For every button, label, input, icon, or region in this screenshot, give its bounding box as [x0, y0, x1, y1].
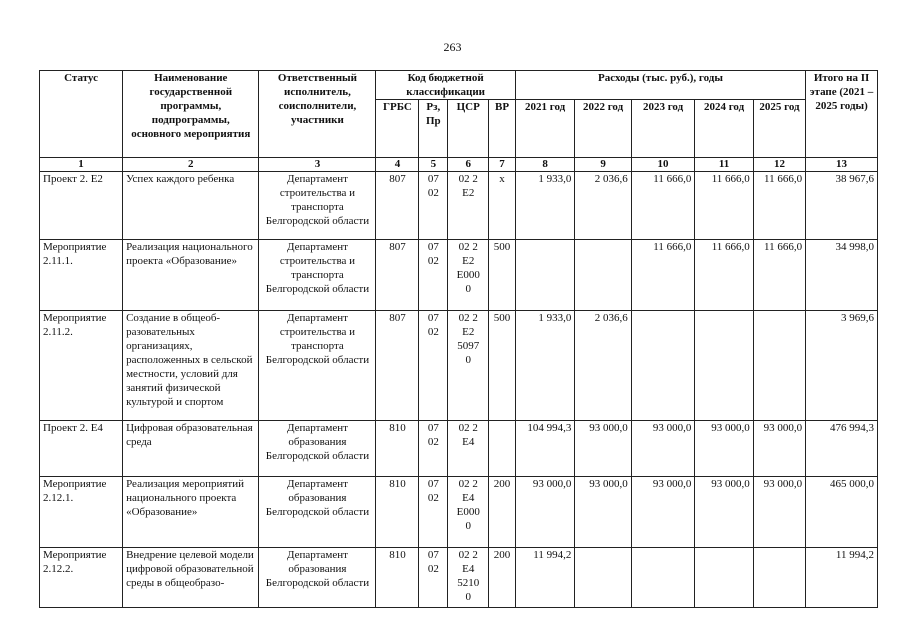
- row-responsible: Департамент образования Белгородской области: [259, 477, 376, 548]
- row-2022: 2 036,6: [575, 172, 631, 240]
- row-2024: 93 000,0: [695, 477, 753, 548]
- row-csr: 02 2 Е4 5210 0: [448, 548, 489, 608]
- row-grbs: 810: [376, 421, 419, 477]
- row-2025: 93 000,0: [753, 477, 805, 548]
- table-row: [40, 421, 878, 477]
- row-2022: 93 000,0: [575, 421, 631, 477]
- row-2021: 104 994,3: [515, 421, 574, 477]
- row-status: Мероприятие 2.12.2.: [40, 548, 123, 608]
- row-2021: [515, 240, 574, 311]
- row-2023: 93 000,0: [631, 421, 695, 477]
- row-status: Проект 2. Е2: [40, 172, 123, 240]
- header-total: Итого на II этапе (2021 – 2025 годы): [806, 71, 878, 158]
- header-grbs: ГРБС: [376, 100, 419, 158]
- row-responsible: Департамент строительства и транспорта Белгородской области: [259, 240, 376, 311]
- row-rzpr: 07 02: [419, 240, 448, 311]
- column-number: 7: [489, 158, 516, 172]
- column-number: 5: [419, 158, 448, 172]
- header-expenses: Расходы (тыс. руб.), годы: [515, 71, 805, 100]
- column-number: 6: [448, 158, 489, 172]
- row-total: 34 998,0: [806, 240, 878, 311]
- row-rzpr: 07 02: [419, 421, 448, 477]
- table-row: [40, 172, 878, 240]
- row-vr: [489, 421, 516, 477]
- row-2024: 11 666,0: [695, 172, 753, 240]
- row-rzpr: 07 02: [419, 172, 448, 240]
- header-csr: ЦСР: [448, 100, 489, 158]
- table-row: [40, 477, 878, 548]
- row-grbs: 807: [376, 311, 419, 421]
- row-rzpr: 07 02: [419, 477, 448, 548]
- header-status: Статус: [40, 71, 123, 158]
- row-total: 465 000,0: [806, 477, 878, 548]
- row-csr: 02 2 Е4 Е000 0: [448, 477, 489, 548]
- header-2023: 2023 год: [631, 100, 695, 158]
- table-row: [40, 240, 878, 311]
- header-2022: 2022 год: [575, 100, 631, 158]
- row-status: Мероприятие 2.11.1.: [40, 240, 123, 311]
- header-budget-code: Код бюджетной классификации: [376, 71, 515, 100]
- row-vr: 200: [489, 477, 516, 548]
- row-2022: [575, 240, 631, 311]
- page-number: 263: [443, 40, 462, 54]
- row-2021: 1 933,0: [515, 311, 574, 421]
- row-2024: [695, 548, 753, 608]
- row-responsible: Департамент образования Белгородской области: [259, 421, 376, 477]
- row-2022: 93 000,0: [575, 477, 631, 548]
- row-csr: 02 2 Е2 Е000 0: [448, 240, 489, 311]
- row-csr: 02 2 Е2 5097 0: [448, 311, 489, 421]
- row-responsible: Департамент образования Белгородской области: [259, 548, 376, 608]
- row-vr: х: [489, 172, 516, 240]
- column-number: 1: [40, 158, 123, 172]
- row-vr: 500: [489, 240, 516, 311]
- row-total: 476 994,3: [806, 421, 878, 477]
- header-vr: ВР: [489, 100, 516, 158]
- row-csr: 02 2 Е4: [448, 421, 489, 477]
- row-2025: 11 666,0: [753, 172, 805, 240]
- row-2023: 93 000,0: [631, 477, 695, 548]
- row-2024: 11 666,0: [695, 240, 753, 311]
- row-name: Цифровая образовательная среда: [123, 421, 259, 477]
- header-name: Наименование государственной программы, подпрограммы, основного мероприятия: [123, 71, 259, 158]
- column-number: 12: [753, 158, 805, 172]
- header-2021: 2021 год: [515, 100, 574, 158]
- header-responsible: Ответственный исполнитель, соисполнители, участники: [259, 71, 376, 158]
- row-2025: [753, 548, 805, 608]
- row-vr: 200: [489, 548, 516, 608]
- row-rzpr: 07 02: [419, 548, 448, 608]
- row-status: Мероприятие 2.12.1.: [40, 477, 123, 548]
- column-number: 13: [806, 158, 878, 172]
- row-2024: 93 000,0: [695, 421, 753, 477]
- row-name: Создание в общеоб-разовательных организациях, расположенных в сельской местности, условий для занятий физической культурой и спортом: [123, 311, 259, 421]
- header-2025: 2025 год: [753, 100, 805, 158]
- row-2023: [631, 548, 695, 608]
- column-number: 11: [695, 158, 753, 172]
- row-grbs: 810: [376, 548, 419, 608]
- column-number: 2: [123, 158, 259, 172]
- row-2021: 93 000,0: [515, 477, 574, 548]
- header-rzpr: Рз, Пр: [419, 100, 448, 158]
- row-vr: 500: [489, 311, 516, 421]
- row-csr: 02 2 Е2: [448, 172, 489, 240]
- row-rzpr: 07 02: [419, 311, 448, 421]
- row-2025: 93 000,0: [753, 421, 805, 477]
- budget-table: [39, 70, 878, 608]
- row-2023: 11 666,0: [631, 172, 695, 240]
- header-2024: 2024 год: [695, 100, 753, 158]
- column-number: 10: [631, 158, 695, 172]
- row-total: 11 994,2: [806, 548, 878, 608]
- row-status: Проект 2. Е4: [40, 421, 123, 477]
- row-2022: 2 036,6: [575, 311, 631, 421]
- table-row: [40, 548, 878, 608]
- row-2023: [631, 311, 695, 421]
- row-responsible: Департамент строительства и транспорта Белгородской области: [259, 311, 376, 421]
- column-number: 8: [515, 158, 574, 172]
- row-status: Мероприятие 2.11.2.: [40, 311, 123, 421]
- row-2024: [695, 311, 753, 421]
- row-responsible: Департамент строительства и транспорта Белгородской области: [259, 172, 376, 240]
- row-name: Внедрение целевой модели цифровой образовательной среды в общеобразо-: [123, 548, 259, 608]
- row-grbs: 807: [376, 240, 419, 311]
- row-name: Реализация национального проекта «Образование»: [123, 240, 259, 311]
- column-number: 3: [259, 158, 376, 172]
- row-2022: [575, 548, 631, 608]
- row-total: 3 969,6: [806, 311, 878, 421]
- row-name: Реализация мероприятий национального проекта «Образование»: [123, 477, 259, 548]
- column-number: 9: [575, 158, 631, 172]
- row-2023: 11 666,0: [631, 240, 695, 311]
- row-name: Успех каждого ребенка: [123, 172, 259, 240]
- column-number: 4: [376, 158, 419, 172]
- row-2025: 11 666,0: [753, 240, 805, 311]
- table-row: [40, 311, 878, 421]
- row-2025: [753, 311, 805, 421]
- row-2021: 1 933,0: [515, 172, 574, 240]
- row-grbs: 810: [376, 477, 419, 548]
- row-total: 38 967,6: [806, 172, 878, 240]
- row-2021: 11 994,2: [515, 548, 574, 608]
- row-grbs: 807: [376, 172, 419, 240]
